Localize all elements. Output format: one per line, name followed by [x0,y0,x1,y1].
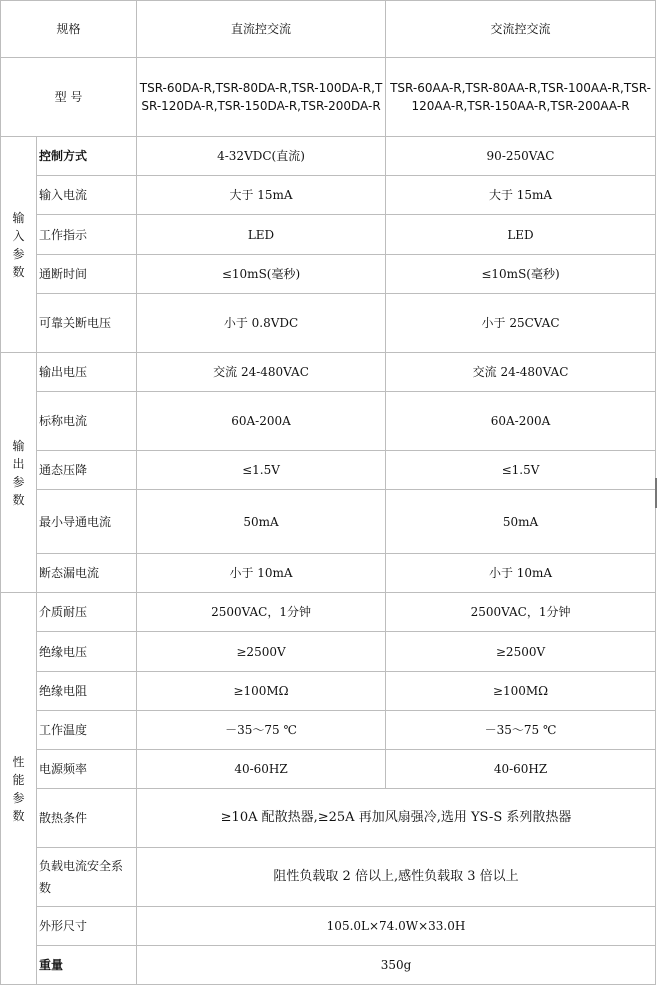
row-label: 介质耐压 [37,593,137,632]
dc-value: 40-60HZ [137,750,386,789]
table-row [1,946,656,985]
table-row [1,215,656,255]
dc-value: ≤1.5V [137,451,386,490]
row-label: 负载电流安全系数 [37,848,137,907]
model-label: 型 号 [1,58,137,137]
table-row [1,451,656,490]
ac-value: ≤10mS(毫秒) [386,255,656,294]
dc-models: TSR-60DA-R,TSR-80DA-R,TSR-100DA-R,TSR-120DA-R,TSR-150DA-R,TSR-200DA-R [137,58,386,137]
table-row [1,711,656,750]
spec-header-cell: 规格 [1,1,137,58]
table-row [1,554,656,593]
row-label: 电源频率 [37,750,137,789]
dc-value: 50mA [137,490,386,554]
dc-value: LED [137,215,386,255]
dc-value: 小于 0.8VDC [137,294,386,353]
header-row [1,1,656,58]
table-row [1,255,656,294]
row-label: 工作温度 [37,711,137,750]
row-label: 可靠关断电压 [37,294,137,353]
ac-value: 40-60HZ [386,750,656,789]
row-label: 控制方式 [37,137,137,176]
ac-value: LED [386,215,656,255]
dc-value: －35～75 ℃ [137,711,386,750]
dc-column-header: 直流控交流 [137,1,386,58]
ac-models: TSR-60AA-R,TSR-80AA-R,TSR-100AA-R,TSR-120AA-R,TSR-150AA-R,TSR-200AA-R [386,58,656,137]
table-row [1,789,656,848]
dc-value: 2500VAC，1分钟 [137,593,386,632]
model-row [1,58,656,137]
ac-column-header: 交流控交流 [386,1,656,58]
merged-value: 阻性负载取 2 倍以上,感性负载取 3 倍以上 [137,848,656,907]
row-label: 通断时间 [37,255,137,294]
ac-value: 小于 25CVAC [386,294,656,353]
group-label-performance: 性 能 参 数 [1,593,37,985]
table-row [1,632,656,672]
row-label: 绝缘电压 [37,632,137,672]
table-row [1,593,656,632]
table-row [1,137,656,176]
ac-value: ≥100MΩ [386,672,656,711]
row-label: 标称电流 [37,392,137,451]
table-row [1,490,656,554]
row-label: 绝缘电阻 [37,672,137,711]
ac-value: 60A-200A [386,392,656,451]
ac-value: 小于 10mA [386,554,656,593]
group-label-input: 输 入 参 数 [1,137,37,353]
dc-value: ≤10mS(毫秒) [137,255,386,294]
table-row [1,392,656,451]
table-row [1,672,656,711]
table-row [1,176,656,215]
ac-value: 2500VAC，1分钟 [386,593,656,632]
ac-value: 大于 15mA [386,176,656,215]
row-label: 重量 [37,946,137,985]
ac-value: －35～75 ℃ [386,711,656,750]
ac-value: 90-250VAC [386,137,656,176]
dc-value: 交流 24-480VAC [137,353,386,392]
row-label: 最小导通电流 [37,490,137,554]
merged-value: 105.0L×74.0W×33.0H [137,907,656,946]
table-row [1,907,656,946]
table-row [1,353,656,392]
merged-value: ≥10A 配散热器,≥25A 再加风扇强冷,选用 YS-S 系列散热器 [137,789,656,848]
merged-value: 350g [137,946,656,985]
row-label: 工作指示 [37,215,137,255]
dc-value: 小于 10mA [137,554,386,593]
dc-value: ≥2500V [137,632,386,672]
row-label: 散热条件 [37,789,137,848]
group-label-output: 输 出 参 数 [1,353,37,593]
dc-value: ≥100MΩ [137,672,386,711]
row-label: 断态漏电流 [37,554,137,593]
dc-value: 60A-200A [137,392,386,451]
ac-value: ≥2500V [386,632,656,672]
row-label: 输出电压 [37,353,137,392]
row-label: 外形尺寸 [37,907,137,946]
row-label: 通态压降 [37,451,137,490]
dc-value: 大于 15mA [137,176,386,215]
table-row [1,750,656,789]
ac-value: 交流 24-480VAC [386,353,656,392]
row-label: 输入电流 [37,176,137,215]
table-row [1,848,656,907]
ac-value: 50mA [386,490,656,554]
table-row [1,294,656,353]
ac-value: ≤1.5V [386,451,656,490]
dc-value: 4-32VDC(直流) [137,137,386,176]
scroll-edge-marker [655,478,657,508]
